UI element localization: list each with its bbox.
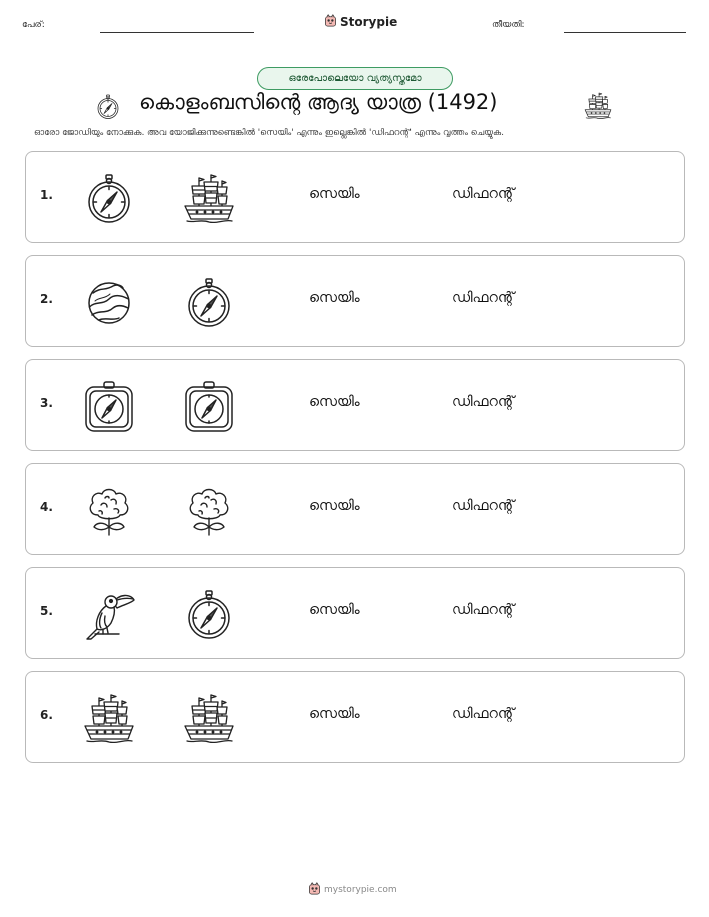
different-option[interactable]: ഡിഫറന്റ് xyxy=(452,602,515,618)
square-compass-icon xyxy=(183,381,235,433)
brand-name: Storypie xyxy=(340,14,398,29)
row-number: 5. xyxy=(40,604,53,618)
same-option[interactable]: സെയിം xyxy=(309,186,360,202)
compass-icon xyxy=(83,173,135,225)
toucan-icon xyxy=(83,589,135,641)
title-row xyxy=(95,88,615,124)
same-option[interactable]: സെയിം xyxy=(309,498,360,514)
globe-icon xyxy=(83,277,135,329)
exercise-row xyxy=(25,359,685,451)
footer xyxy=(308,880,397,899)
cotton-icon xyxy=(183,485,235,537)
ship-icon xyxy=(183,173,235,225)
same-option[interactable]: സെയിം xyxy=(309,394,360,410)
instructions: ഓരോ ജോഡിയും നോക്കുക. അവ യോജിക്കുന്നുണ്ടെങ്കിൽ 'സെയിം' എന്നും ഇല്ലെങ്കിൽ 'ഡിഫറന്റ്' എന്നും വൃത്തം ചെയ്യുക. xyxy=(34,128,504,138)
row-number: 4. xyxy=(40,500,53,514)
ship-icon xyxy=(183,693,235,745)
exercise-row xyxy=(25,463,685,555)
worksheet-type-badge: ഒരേപോലെയോ വ്യത്യസ്തമോ xyxy=(257,67,453,90)
compass-icon xyxy=(183,277,235,329)
different-option[interactable]: ഡിഫറന്റ് xyxy=(452,290,515,306)
row-number: 1. xyxy=(40,188,53,202)
worksheet-header xyxy=(0,0,709,40)
exercise-row xyxy=(25,255,685,347)
name-label: പേര്: xyxy=(22,20,45,30)
name-field[interactable] xyxy=(100,32,254,33)
ship-icon xyxy=(83,693,135,745)
storypie-logo-icon xyxy=(324,12,337,31)
date-label: തീയതി: xyxy=(492,20,525,30)
compass-icon xyxy=(95,94,121,124)
same-option[interactable]: സെയിം xyxy=(309,290,360,306)
same-option[interactable]: സെയിം xyxy=(309,602,360,618)
exercise-row xyxy=(25,151,685,243)
different-option[interactable]: ഡിഫറന്റ് xyxy=(452,186,515,202)
compass-icon xyxy=(183,589,235,641)
different-option[interactable]: ഡിഫറന്റ് xyxy=(452,706,515,722)
cotton-icon xyxy=(83,485,135,537)
storypie-logo-icon xyxy=(308,880,321,899)
row-number: 3. xyxy=(40,396,53,410)
row-number: 6. xyxy=(40,708,53,722)
square-compass-icon xyxy=(83,381,135,433)
exercise-row xyxy=(25,567,685,659)
same-option[interactable]: സെയിം xyxy=(309,706,360,722)
row-number: 2. xyxy=(40,292,53,306)
different-option[interactable]: ഡിഫറന്റ് xyxy=(452,394,515,410)
brand-logo xyxy=(324,12,397,31)
date-field[interactable] xyxy=(564,32,686,33)
page-title: കൊളംബസിന്റെ ആദ്യ യാത്ര (1492) xyxy=(139,90,498,114)
footer-url: mystorypie.com xyxy=(324,884,397,895)
different-option[interactable]: ഡിഫറന്റ് xyxy=(452,498,515,514)
exercise-row xyxy=(25,671,685,763)
ship-icon xyxy=(584,92,612,124)
